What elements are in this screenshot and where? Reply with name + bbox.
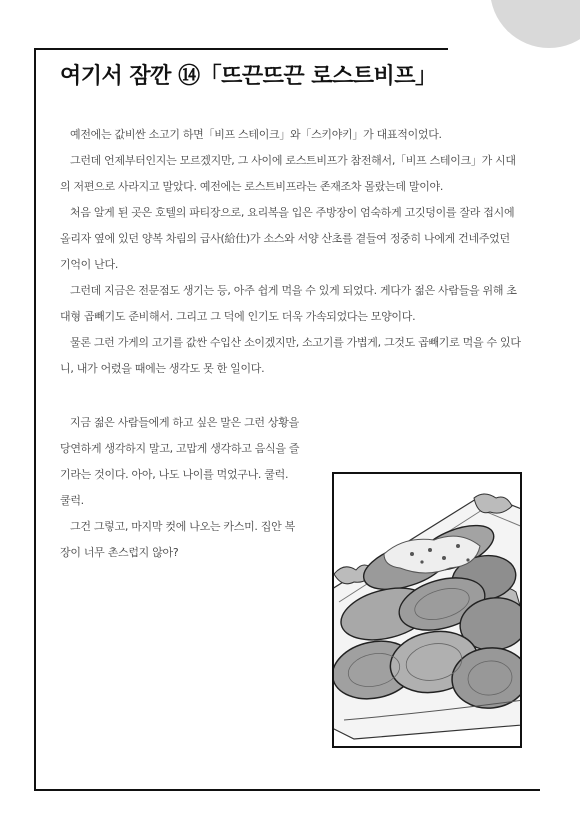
paragraph: 그런데 지금은 전문점도 생기는 등, 아주 쉽게 먹을 수 있게 되었다. 게다가 젊은 사람들을 위해 초대형 곱빼기도 준비해서. 그리고 그 덕에 인기도 더욱 가속되었다는 모양이다. bbox=[60, 284, 517, 323]
paragraph: 그런데 언제부터인지는 모르겠지만, 그 사이에 로스트비프가 참전해서,「비프 스테이크」가 시대의 저편으로 사라지고 말았다. 예전에는 로스트비프라는 존재조차 몰랐는데 말이야. bbox=[60, 154, 516, 193]
paragraph: 처음 알게 된 곳은 호텔의 파티장으로, 요리복을 입은 주방장이 엄숙하게 고깃덩이를 잘라 접시에 올리자 옆에 있던 양복 차림의 급사(給仕)가 소스와 서양 산초를 곁들여 정중히 나에게 건네주었던 기억이 난다. bbox=[60, 206, 515, 271]
paragraph: 예전에는 값비싼 소고기 하면「비프 스테이크」와「스키야키」가 대표적이었다. bbox=[70, 128, 442, 141]
frame-left-rule bbox=[34, 48, 36, 790]
column-body-lower bbox=[60, 410, 300, 566]
frame-top-rule bbox=[34, 48, 448, 50]
roast-beef-drawing bbox=[334, 474, 520, 746]
roast-beef-illustration bbox=[332, 472, 522, 748]
column-body bbox=[60, 122, 522, 382]
paragraph: 물론 그런 가게의 고기를 값싼 수입산 소이겠지만, 소고기를 가볍게, 그것도 곱빼기로 먹을 수 있다니, 내가 어렸을 때에는 생각도 못 한 일이다. bbox=[60, 336, 521, 375]
paragraph: 그건 그렇고, 마지막 컷에 나오는 카스미. 집안 복장이 너무 촌스럽지 않아? bbox=[60, 520, 295, 559]
frame-bottom-rule bbox=[34, 789, 540, 791]
paragraph: 지금 젊은 사람들에게 하고 싶은 말은 그런 상황을 당연하게 생각하지 말고, 고맙게 생각하고 음식을 즐기라는 것이다. 아아, 나도 나이를 먹었구나. 쿨럭. 쿨럭. bbox=[60, 416, 300, 507]
page-corner-tab bbox=[490, 0, 580, 48]
column-title: 여기서 잠깐 ⑭「뜨끈뜨끈 로스트비프」 bbox=[60, 64, 437, 89]
